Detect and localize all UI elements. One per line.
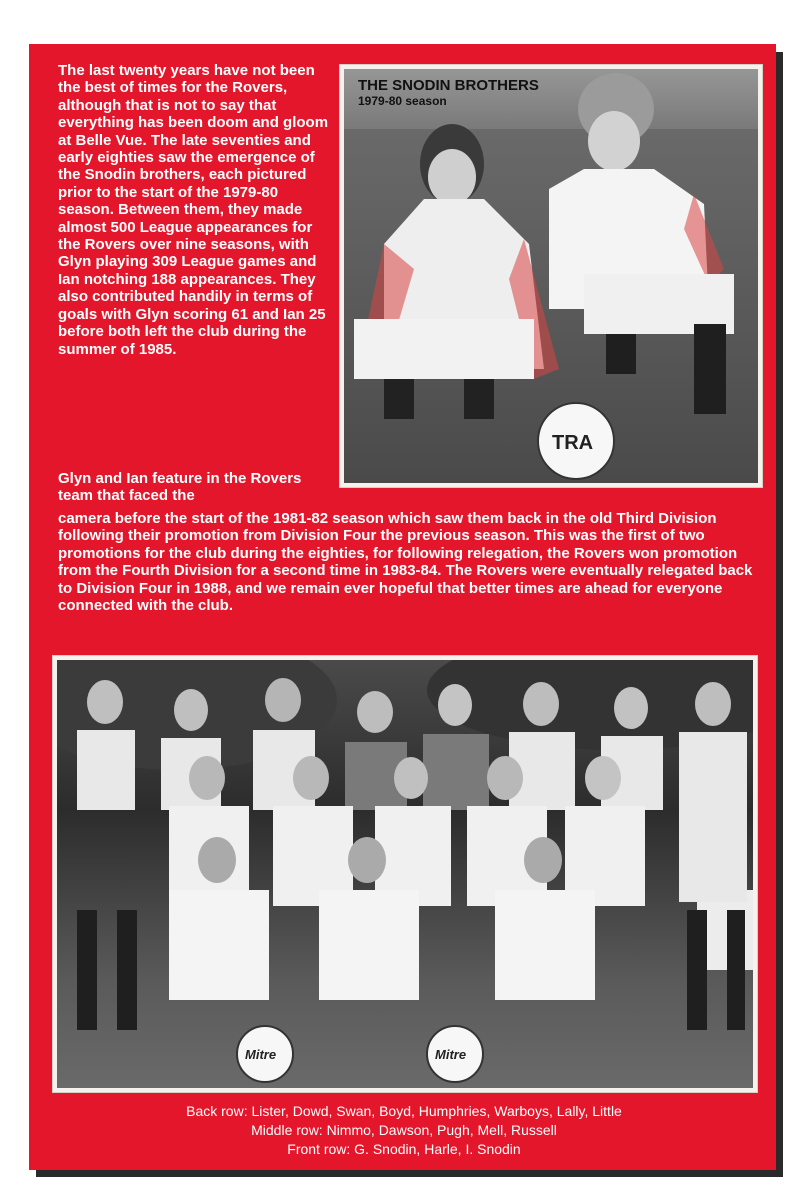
ball-text: TRA xyxy=(552,432,594,454)
article-paragraph-2-continued: camera before the start of the 1981-82 season which saw them back in the old Third Division following their promotion from Division Four the previous season. This was the first of two promotions for the club during the eighties, for following relegation, the Rovers won promotion from the Fourth Division for a second time in 1983-84. The Rovers were eventually relegated back to Division Four in 1988, and we remain ever hopeful that better times are ahead for everyone connected with the club. xyxy=(58,510,753,615)
team-caption-middle-row: Middle row: Nimmo, Dawson, Pugh, Mell, Russell xyxy=(251,1122,557,1138)
article-paragraph-2-lead: Glyn and Ian feature in the Rovers team that faced the xyxy=(58,470,302,505)
article-paragraph-1: The last twenty years have not been the best of times for the Rovers, although that is not to say that everything has been doom and gloom at Belle Vue. The late seventies and early eighties saw the emergence of the Snodin brothers, each pictured prior to the start of the 1979-80 season. Between them, they made almost 500 League appearances for the Rovers over nine seasons, with Glyn playing 309 League games and Ian notching 188 appearances. They also contributed handily in terms of goals with Glyn scoring 61 and Ian 25 before both left the club during the summer of 1985. xyxy=(58,62,329,358)
team-caption-back-row: Back row: Lister, Dowd, Swan, Boyd, Humphries, Warboys, Lally, Little xyxy=(186,1103,622,1119)
snodin-brothers-photo-image xyxy=(344,69,758,483)
team-photo xyxy=(57,660,753,1088)
photo-caption-subtitle: 1979-80 season xyxy=(358,94,447,108)
team-caption-front-row: Front row: G. Snodin, Harle, I. Snodin xyxy=(287,1141,521,1157)
team-photo-image xyxy=(57,660,753,1088)
ball-text-right: Mitre xyxy=(435,1047,467,1062)
ball-text-left: Mitre xyxy=(245,1047,277,1062)
photo-caption-title: THE SNODIN BROTHERS xyxy=(358,77,539,94)
snodin-brothers-photo-frame xyxy=(339,64,763,488)
snodin-brothers-photo xyxy=(344,69,758,483)
team-photo-frame xyxy=(52,655,758,1093)
